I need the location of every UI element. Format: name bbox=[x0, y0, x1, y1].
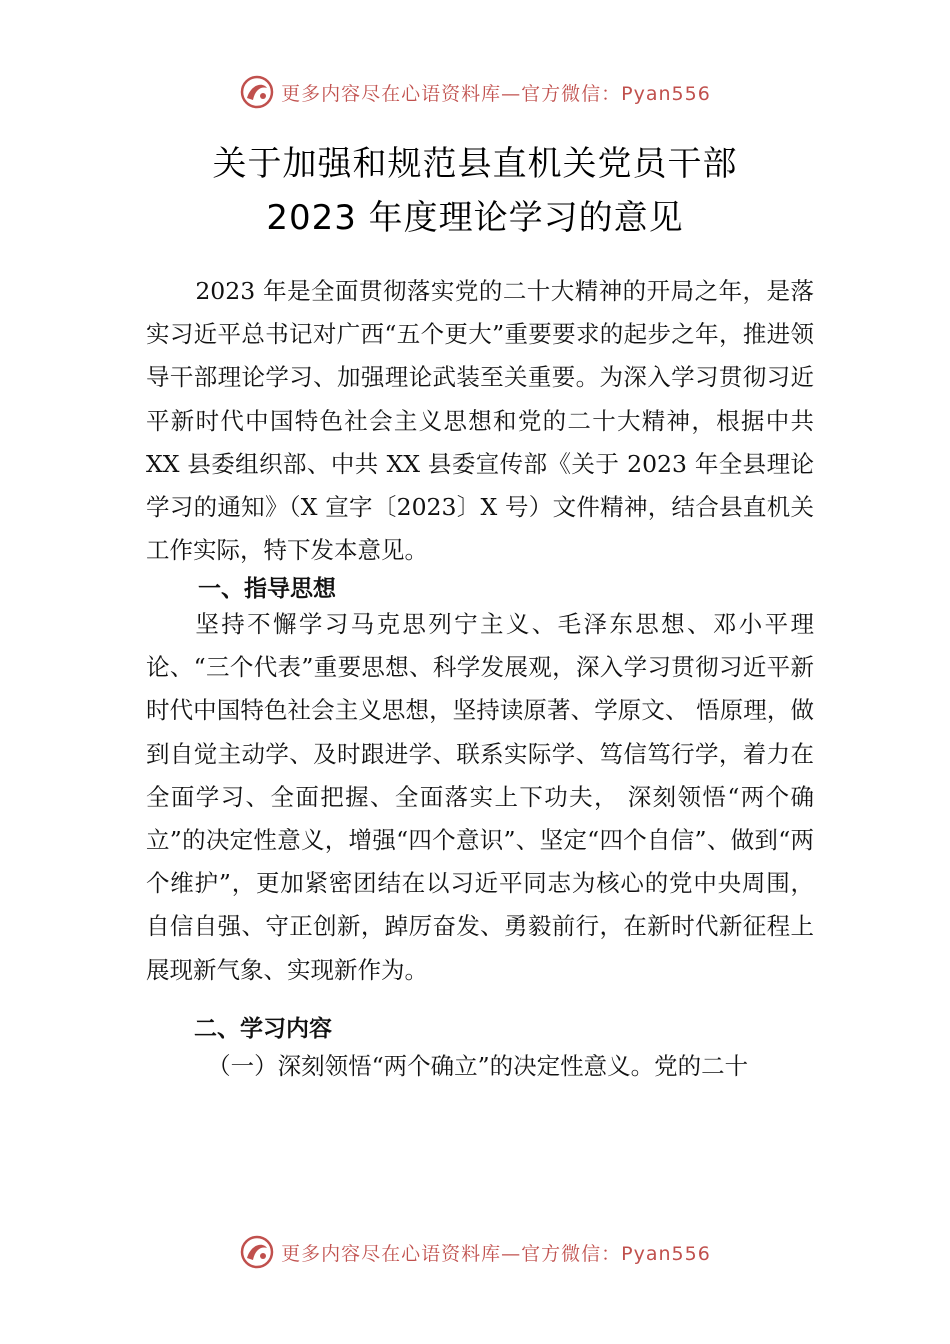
watermark-header bbox=[0, 72, 950, 112]
intro-paragraph: 2023 年是全面贯彻落实党的二十大精神的开局之年，是落实习近平总书记对广西“五个更大”重要要求的起步之年，推进领导干部理论学习、加强理论武装至关重要。为深入学习贯彻习近平新时代中国特色社会主义思想和党的二十大精神，根据中共 XX 县委组织部、中共 XX 县委宣传部《关于 2023 年全县理论学习的通知》（X 宣字〔2023〕X 号）文件精神，结合县直机关工作实际，特下发本意见。 bbox=[146, 277, 814, 565]
study-content-item-1: （一）深刻领悟“两个确立”的决定性意义。党的二十 bbox=[207, 1052, 749, 1080]
watermark-text: 更多内容尽在心语资料库—官方微信：Pyan556 bbox=[281, 1242, 711, 1265]
swirl-logo-icon bbox=[239, 74, 275, 110]
section-heading-guiding-ideology: 一、指导思想 bbox=[198, 576, 336, 602]
document-title-line2: 2023 年度理论学习的意见 bbox=[266, 198, 684, 238]
document-title-line1: 关于加强和规范县直机关党员干部 bbox=[212, 144, 738, 184]
section-heading-study-content: 二、学习内容 bbox=[194, 1016, 332, 1042]
watermark-text: 更多内容尽在心语资料库—官方微信：Pyan556 bbox=[281, 82, 711, 105]
watermark-footer bbox=[0, 1232, 950, 1272]
guiding-ideology-paragraph: 坚持不懈学习马克思列宁主义、毛泽东思想、邓小平理论、“三个代表”重要思想、科学发展观，深入学习贯彻习近平新时代中国特色社会主义思想，坚持读原著、学原文、 悟原理，做到自觉主动学、及时跟进学、联系实际学、笃信笃行学，着力在全面学习、全面把握、全面落实上下功夫， 深刻领悟“两个确立”的决定性意义，增强“四个意识”、坚定“四个自信”、做到“两个维护”，更加紧密团结在以习近平同志为核心的党中央周围，自信自强、守正创新，踔厉奋发、勇毅前行，在新时代新征程上展现新气象、实现新作为。 bbox=[146, 610, 814, 984]
swirl-logo-icon bbox=[239, 1234, 275, 1270]
